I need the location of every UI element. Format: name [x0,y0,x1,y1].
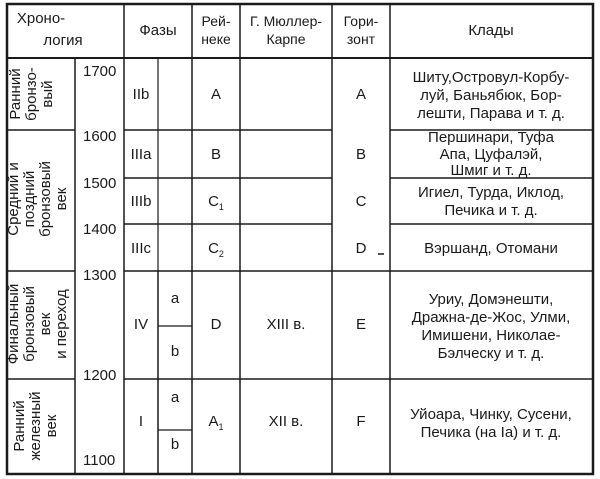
header-reinecke-2: неке [201,31,231,47]
subphase-cell: a [170,290,180,307]
reinecke-cell: $A_1$ [208,413,224,432]
hoards-line: Першинари, Туфа [428,129,554,146]
hoards-line: Дражна-де-Жос, Улми, [411,309,571,326]
reinecke-cell: D [210,316,222,333]
epoch-early-bronze: Ранний бронзо- вый [7,67,56,121]
horizon-cell: A [355,86,367,103]
phase-cell: IIIc [130,240,152,257]
epoch-early-iron: Ранний железный век [11,391,60,461]
epoch-middle-late-bronze: Средний и поздний бронзовый век [5,161,70,237]
hoards-line: Печика и т. д. [444,202,538,219]
phase-cell: IIIa [130,146,152,163]
year-label: 1600 [83,128,117,145]
phase-cell: IV [133,316,149,333]
hoards-line: луй, Баньябюк, Бор- [420,87,562,104]
hoards-line: Имишени, Николае- [421,327,561,344]
phase-cell: I [138,413,144,430]
hoards-line: Уйоара, Чинку, Сусени, [410,406,572,423]
epoch-final-bronze: Финальный бронзовый век и переход [5,283,70,365]
header-chronology-2: логия [43,32,83,49]
subphase-cell: b [170,343,180,360]
hoards-line: Игиел, Турда, Иклод, [417,184,565,201]
hoards-line: Уриу, Домэнешти, [428,291,554,308]
header-phases: Фазы [139,22,177,39]
year-label: 1700 [83,63,117,80]
subphase-cell: a [170,389,180,406]
hoards-line: Бэлческу и т. д. [437,345,545,362]
subphase-cell: b [170,436,180,453]
horizon-cell: E [355,316,367,333]
horizon-cell: D [355,240,367,257]
muller-cell: XIII в. [266,316,306,333]
header-muller-1: Г. Мюллер- [249,13,323,29]
hoards-line: Печика (на Ia) и т. д. [420,424,562,441]
year-label: 1100 [83,452,116,469]
hoards-line: Шмиг и т. д. [450,162,532,179]
reinecke-cell: B [210,146,222,163]
year-label: 1200 [83,367,117,384]
year-label: 1300 [83,267,117,284]
reinecke-cell: A [210,86,222,103]
horizon-cell: B [355,146,367,163]
hoards-line: Апа, Цуфалэй, [439,146,543,163]
header-horizon-2: зонт [346,31,376,47]
header-hoards: Клады [468,22,514,39]
header-horizon-1: Гори- [343,13,379,29]
phase-cell: IIb [132,86,150,103]
horizon-cell: C [355,193,367,210]
phase-cell: IIIb [130,193,152,210]
header-chronology-1: Хроно- [16,10,66,27]
horizon-cell: F [356,413,366,430]
reinecke-cell: $C_2$ [208,240,224,259]
hoards-line: лешти, Парава и т. д. [417,105,565,122]
hoards-line: Шиту,Островул-Корбу- [412,69,570,86]
muller-cell: XII в. [268,413,304,430]
reinecke-cell: $C_1$ [208,193,224,212]
header-reinecke-1: Рей- [201,13,231,29]
year-label: 1400 [83,221,117,238]
year-label: 1500 [83,175,117,192]
hoards-line: Вэршанд, Отомани [424,240,558,257]
header-muller-2: Карпе [266,31,306,47]
